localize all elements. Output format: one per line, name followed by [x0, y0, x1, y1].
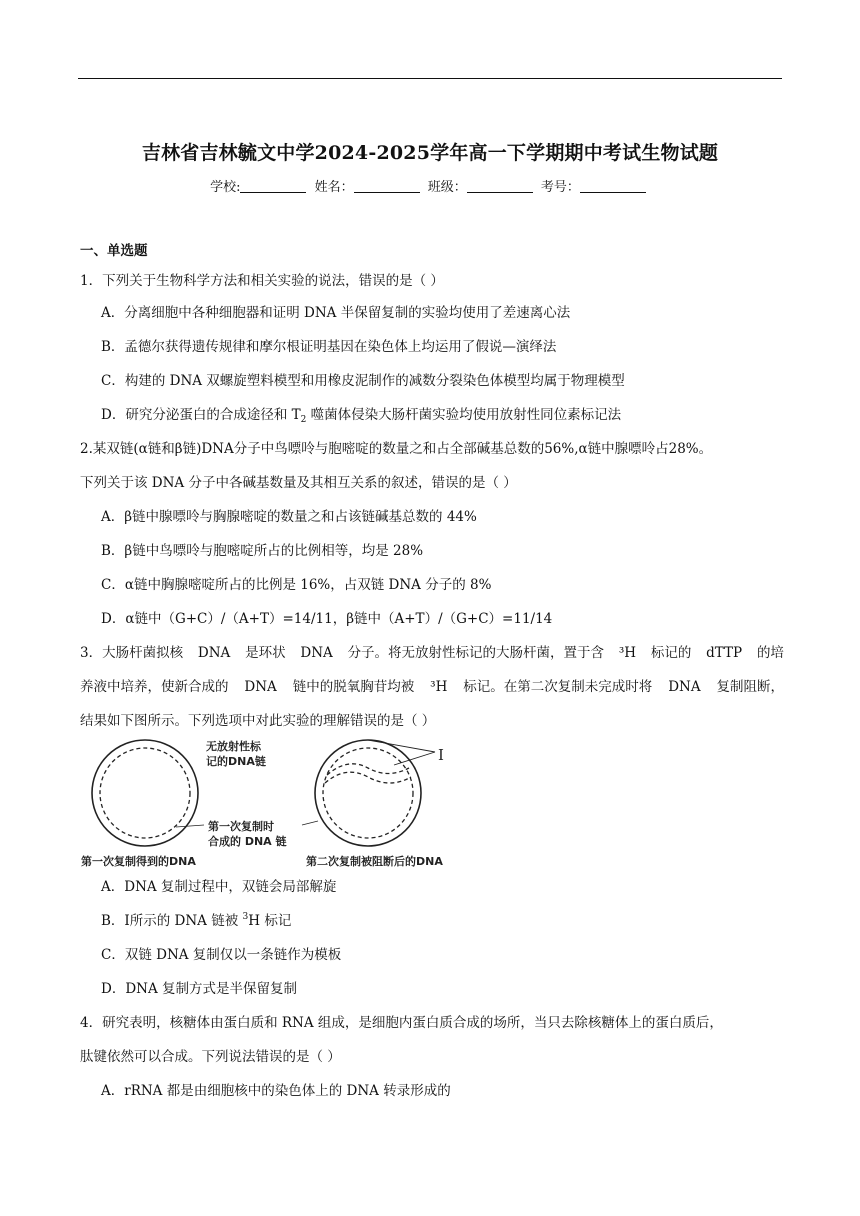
q3-l1-w0: 3．大肠杆菌拟核 — [80, 645, 184, 661]
q3-l2-w0: 养液中培养，使新合成的 — [80, 679, 229, 695]
q3-l1-w8: 的培 — [756, 645, 784, 661]
page-title: 吉林省吉林毓文中学2024-2025学年高一下学期期中考试生物试题 — [141, 142, 719, 164]
question-3-option-b — [101, 912, 291, 932]
pointer-line-1 — [368, 740, 435, 752]
question-3-stem-line-3: 结果如下图所示。下列选项中对此实验的理解错误的是（ ） — [80, 713, 436, 729]
q3-l1-w4: 分子。将无放射性标记的大肠杆菌，置于含 — [347, 645, 605, 661]
pointer-line-4 — [302, 821, 318, 825]
q3-l2-w5: DNA — [668, 679, 701, 695]
question-2-stem-line-1: 2.某双链(α链和β链)DNA分子中鸟嘌呤与胞嘧啶的数量之和占全部碱基总数的56%,α链中腺嘌呤占28%。 — [80, 441, 713, 457]
school-label: 学校: — [210, 180, 241, 195]
class-blank[interactable] — [467, 179, 533, 193]
question-2-option-b: B．β链中鸟嘌呤与胞嘧啶所占的比例相等，均是 28% — [101, 543, 424, 559]
caption-left: 第一次复制得到的DNA — [81, 855, 196, 868]
label-roman-one: Ⅰ — [438, 746, 444, 764]
exam-number-label: 考号： — [540, 180, 580, 195]
q3-l1-w7: dTTP — [706, 645, 743, 661]
q3-l2-w2: 链中的脱氧胸苷均被 — [292, 679, 415, 695]
question-3-stem-line-2 — [80, 678, 784, 696]
label-first-1: 第一次复制时 — [208, 820, 274, 833]
q3-b-text-2: H 标记 — [248, 913, 292, 929]
question-3-stem-line-1 — [80, 644, 784, 662]
question-1-option-c: C．构建的 DNA 双螺旋塑料模型和用橡皮泥制作的减数分裂染色体模型均属于物理模型 — [101, 373, 625, 389]
q3-b-text-1: B．Ⅰ所示的 DNA 链被 — [101, 913, 243, 929]
label-unlabeled-1: 无放射性标 — [206, 740, 261, 753]
dna-replication-figure — [78, 735, 478, 870]
q3-l1-w3: DNA — [300, 645, 333, 661]
question-3-option-d: D．DNA 复制方式是半保留复制 — [101, 981, 298, 997]
label-first-2: 合成的 DNA 链 — [208, 835, 287, 848]
q3-l2-w6: 复制阻断， — [716, 679, 784, 695]
q1-d-text-2: 噬菌体侵染大肠杆菌实验均使用放射性同位素标记法 — [306, 407, 622, 423]
question-2-option-d: D．α链中（G+C）/（A+T）=14/11，β链中（A+T）/（G+C）=11/14 — [101, 611, 553, 627]
pointer-line-3 — [176, 825, 204, 827]
q3-l1-w5: ³H — [618, 645, 637, 661]
name-label: 姓名： — [314, 180, 354, 195]
caption-right: 第二次复制被阻断后的DNA — [306, 855, 443, 868]
right-inner-strand — [323, 748, 413, 838]
question-2-option-a: A．β链中腺嘌呤与胸腺嘧啶的数量之和占该链碱基总数的 44% — [101, 509, 477, 525]
question-2-option-c: C．α链中胸腺嘧啶所占的比例是 16%，占双链 DNA 分子的 8% — [101, 577, 492, 593]
q1-d-subscript: 2 — [300, 415, 307, 425]
q3-b-superscript: 3 — [242, 912, 249, 922]
left-inner-strand — [100, 748, 190, 838]
q3-l2-w3: ³H — [430, 679, 448, 695]
exam-number-blank[interactable] — [580, 179, 646, 193]
question-1-stem: 1．下列关于生物科学方法和相关实验的说法，错误的是（ ） — [80, 273, 444, 289]
name-blank[interactable] — [354, 179, 420, 193]
question-1-option-b: B．孟德尔获得遗传规律和摩尔根证明基因在染色体上均运用了假说—演绎法 — [101, 339, 557, 355]
question-4-stem-line-2: 肽键依然可以合成。下列说法错误的是（ ） — [80, 1049, 341, 1065]
question-4-option-a: A．rRNA 都是由细胞核中的染色体上的 DNA 转录形成的 — [101, 1083, 451, 1099]
student-info-row — [78, 176, 782, 195]
question-1-option-d — [101, 406, 621, 426]
question-1-option-a: A．分离细胞中各种细胞器和证明 DNA 半保留复制的实验均使用了差速离心法 — [101, 305, 571, 321]
q1-d-text-1: D．研究分泌蛋白的合成途径和 T — [101, 407, 301, 423]
label-unlabeled-2: 记的DNA链 — [206, 755, 266, 768]
q3-l2-w1: DNA — [244, 679, 277, 695]
question-3-option-c: C．双链 DNA 复制仅以一条链作为模板 — [101, 947, 342, 963]
question-3-option-a: A．DNA 复制过程中，双链会局部解旋 — [101, 879, 337, 895]
q3-l1-w2: 是环状 — [245, 645, 286, 661]
question-2-stem-line-2: 下列关于该 DNA 分子中各碱基数量及其相互关系的叙述，错误的是（ ） — [80, 475, 517, 491]
q3-l2-w4: 标记。在第二次复制未完成时将 — [463, 679, 653, 695]
q3-l1-w1: DNA — [197, 645, 231, 661]
section-heading: 一、单选题 — [80, 243, 148, 259]
q3-l1-w6: 标记的 — [650, 645, 692, 661]
new-strand-lower — [325, 772, 411, 783]
pointer-line-2 — [394, 752, 435, 765]
question-4-stem-line-1: 4．研究表明，核糖体由蛋白质和 RNA 组成，是细胞内蛋白质合成的场所，当只去除核糖体上的蛋白质后， — [80, 1015, 723, 1031]
school-blank[interactable] — [240, 179, 306, 193]
header-rule — [78, 78, 782, 79]
right-outer-strand — [315, 740, 421, 846]
class-label: 班级： — [427, 180, 467, 195]
left-outer-strand — [92, 740, 198, 846]
new-strand-upper — [327, 764, 409, 775]
